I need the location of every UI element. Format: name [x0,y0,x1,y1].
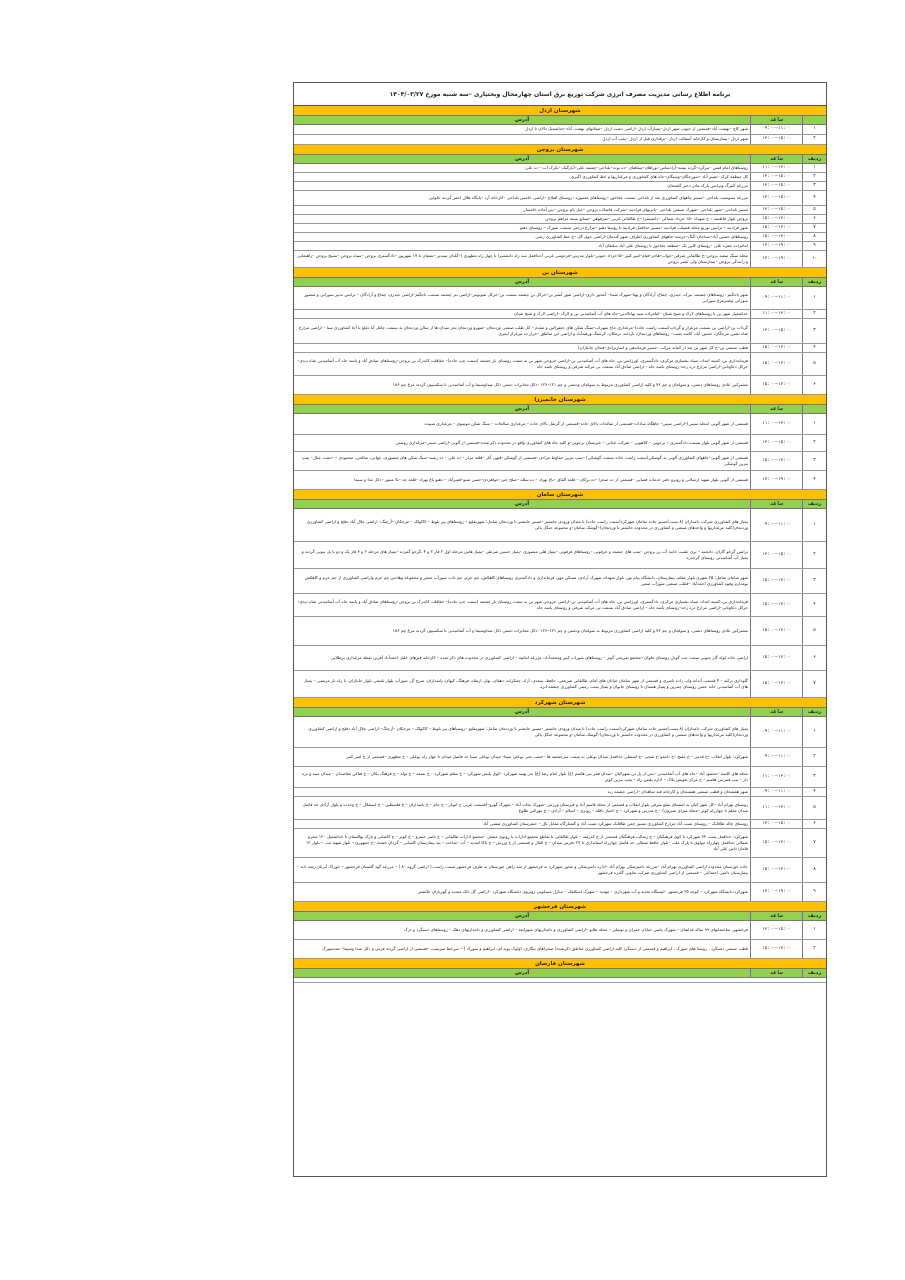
table-header [294,405,826,414]
row-address: فرماندداری بن، کمیته امداد، سپاه بشتیاری مرکزی، دادگستری، اورژانس بن، جاه های آب آشامیدنی بن–اراضی خروجی شهر بن به سمت روستای بار چشمه (سمت چپ جاده)– حقاقلت کابدرک بن بروجن–روستاهای صادق آباد و پاسه جاه آب آشامیدنی شاه دیدی–خرکل دعاونانی–اراضی مزارع دره رخه–روستای یاسه جاه – اراضی صادق آباد بسمت بی مرکبه شرقی و روستای یاسه جاه [297,357,748,369]
row-time-range: ۰۹:۰۰–۱۱:۰۰ [750,748,802,766]
row-time-range: ۱۳:۰۰–۱۵:۰۰ [750,542,802,568]
header-time: ساعت [750,708,802,716]
header-address: آدرس [514,406,530,412]
row-address: اراضی جاده لوله گاز جنوبی سمت چپ گودل روستای جلوان –مجتمع تفریحی گوتر – روستاهای شوراب کبیر ومحمدآباد، مزرعه امامیه – اراضی کشاورزی در محدوده های ذکر شده – کارخانه قیرهای خلیل احمدآباد آفرین نقطه مرغداری پرطلایی [330,654,748,660]
table-row [294,617,826,646]
table-row [294,797,826,820]
row-address: خداشمیل شهر بن تا روستاهای لارک و شیخ شبان –امامزاده سید بهاءالدین–جاه های آب آشامیدنی بن و لارک –اراضی لارک و شیخ شبان [514,310,748,316]
table-row [294,414,826,435]
row-time-range: ۱۳:۰۰–۱۵:۰۰ [750,319,802,343]
row-time-range: ۱۵:۰۰–۱۷:۰۰ [750,829,802,857]
table-row [294,471,826,490]
row-time-range: ۰۹:۰۰–۱۱:۰۰ [750,287,802,309]
outage-schedule-sheet [293,82,827,1177]
header-time: ساعت [750,116,802,124]
header-address: آدرس [514,279,530,285]
table-row [294,344,826,353]
row-address: روستاهای حسین آباد–سناجان–گنگ–جرمنه–جاههای کشاورزی اطراف شهر گندمان–اراضی جوی گل –خ خط کشاورزی رضی [535,233,748,239]
document-title: برنامه اطلاع رسانی مدیریت مصرف انرژی شرکت توزیع برق استان چهارمحال وبختیاری –سه شنبه مورخ ۱۴۰۴/۰۳/۲۷ [294,83,826,106]
table-row [294,164,826,173]
row-number: ۶ [802,215,826,223]
table-header [294,116,826,125]
header-time: ساعت [750,155,802,163]
row-address: محله های کلسه –محمود آباد –جاه های آب آشامیدنی –بس از پل بی شهرکیان –میدان قمر بنی هاشم (ع) بلوار امام رضا (ع) بدر پهنیه شهرکرد –کوی پلیس شهرکرد – خ معلم شهرکرد – خ بسمه – خ تولد – خ فرهنگ یکان – خ فتاکن معاصدان – میدان منبه و تره دار – تیپ قمربنی هاشم – خ مرکز تعویض پلاک – اداره پلیس راه – پمپ بنزین کوثر [302,770,748,782]
row-time-range: ۱۳:۰۰–۱۵:۰۰ [750,135,802,144]
header-radif: ردیف [802,912,826,920]
table-row [294,251,826,268]
row-number: ۲ [802,542,826,568]
row-address: پمپاژ های کشاورزی شرکت دامداران (۸ پست)مسیر جاده سامان شهرکرد(سمت راست جاده) تا میدان ورودی جانشتر –مسیر جانشتر تا وردنجان شامل: شهرتقلبع –روستاهای پیر بلوط – کاکولک – مرجکان –آرچنگ– اراضی چلال آباد دفلج و اراضی کشاورزی وردنجان(کلیه مرغداریها و واحدهای صنعتی و کشاورزی در محدوده جانشتر تا وردنجان)–گوشک سامان–و مجموعه جنگل پالی [308,725,748,737]
header-radif: ردیف [802,155,826,163]
sections-container [294,106,826,983]
row-time-range: ۱۵:۰۰–۱۷:۰۰ [750,233,802,241]
table-row [294,829,826,858]
table-row [294,788,826,797]
row-number: ۵ [802,353,826,375]
row-address: شهر هفشجان و قطب صنعتی هفشجان و کارخانه فند شاهدان –اراضی چشمه زنه [607,788,748,794]
row-time-range: ۱۵:۰۰–۱۷:۰۰ [750,215,802,223]
row-address: روستای چاله طاقانک – روستای شیب آباد مزارع کشاورزی مسیر چمن طاقانک شهرکرد شیب آباد و گشتارگاه مقابل بال – خشرستان کشاورزی ششی آباد [482,820,748,826]
header-radif: ردیف [802,708,826,716]
header-address: آدرس [514,156,530,162]
row-address: قسمتی از آلونی بلوار شهید ارسلانی و روبرو دفتر خدمات قضایی –قسمتی از ده صحرا –ده برکان – قلعه القاق –باغ بهزاد – ده سلله –صلح چنن–جواهردی–حسن منتو–قمبرآباد – دهنو باغ بهزاد –قلعه چه –بلا منتور –دکل مذا و سیما [354,476,748,482]
row-time-range: ۱۵:۰۰–۱۷:۰۰ [750,617,802,645]
empty-row [294,978,826,983]
row-number: ۲ [802,135,826,144]
row-time-range: ۱۵:۰۰–۱۷:۰۰ [750,452,802,470]
row-time-range: ۱۳:۰۰–۱۵:۰۰ [750,435,802,451]
table-row [294,820,826,829]
header-time: ساعت [750,969,802,977]
row-number: ۳ [802,319,826,343]
row-address: شهر فرادنبه – ترانس توزیع محله فضیلت فرادنبه –مسیر حداقمل فرادنبه تا روستا دهنو –مزارع درختی بسمت سورک – روستای دهنو [520,224,748,230]
row-time-range: ۱۵:۰۰–۱۷:۰۰ [750,344,802,352]
row-number: ۶ [802,376,826,394]
row-address: مزرعه بسوسیت بلداجی –مسیر چاههای کشاورزی بعد از بلداجی بسمت چغاخور –روستاهای معموره –روستای افیلاج –اراضی خامس بلداجی –کارخانه آرد –پایگاه هلال احمر گردنه حلوایی [428,194,748,200]
row-time-range: ۱۳:۰۰–۱۵:۰۰ [750,921,802,939]
city-section-title: شهرستان بروجن [294,145,826,155]
row-time-range: ۱۷:۰۰–۱۹:۰۰ [750,471,802,489]
row-time-range: ۱۳:۰۰–۱۵:۰۰ [750,206,802,214]
row-address: کل منطقه کرک –نصیر آباد –سورچگان–وستگان–جاه های کشاورزی و مرغداریها و خط کشاورزی اگیری [570,173,748,179]
city-section-title: شهرستان فرخشهر [294,902,826,912]
row-number: ۸ [802,858,826,882]
row-address: ترانس گرجو گاران، دانجنیه – بری عقبت جانبه آب بن بروجن –پمپ های چشمه و خرقونی –روستاهای فرقونی –پمپاژ هلی منصوری –پمپاژ حسین شرطی –پمپاژ هاس مرحله اول ۲ فاز ۲ و ۴ ،گرجو گمرده –پمپاژ های مرحله ۲ و ۳ فاز یک و دو تا پل بتونی گردنه و پمپاژ آب آشامیدنی روستای گرجدره [301,548,748,560]
row-number: ۶ [802,646,826,670]
row-number: ۷ [802,224,826,232]
table-row [294,594,826,617]
row-time-range: ۱۵:۰۰–۱۷:۰۰ [750,858,802,882]
row-number: ۷ [802,829,826,857]
table-row [294,452,826,471]
row-number: ۱ [802,921,826,939]
row-number: ۵ [802,797,826,819]
table-row [294,224,826,233]
table-row [294,215,826,224]
table-header [294,708,826,717]
row-number: ۴ [802,191,826,205]
row-address: شهر باجگیم –روستاهای چشمه، نیرک، حیدری، چماغ، آزادگان و پهنا–شهرک شیدا– آمحوز داری–اراضی شور آتمبر بن–خرکل بن چشمه بسمت بن–خرکل شوتونیر–اراضی بنز چشمه بسمت باجگیم–اراضی حیدری، چماغ و آزادگان – ترانس تدبیر سورانی و منصور سورانی وشترمرغ سورانی [304,291,748,303]
row-number: ۱ [802,717,826,747]
row-number: ۲ [802,173,826,181]
city-section-title: شهرستان بن [294,268,826,278]
row-address: قطب صنعتی دسنگرد ، روستا های سورک ، ابراهیم و قسمتی از دسنگرد کلیه اراضی کشاورزی مناطق ذکرشده( صحراهای ینگاری، اولوک پونه ای، ابراهیم و سورک ) – سرخط سرسبت –قسمتی از اراضی گردنه فرس و دکل صدا وسیما– معدسورک [322,945,748,951]
row-address: شهرکرد:دانشگاه شهرکرد – کوچه ۲۵ فرخشهر –ایستگاه تغذیه و آب شهرداری – مهدیه – شهرک اسکلفک – منازل مسکونی روبروی دانشگاه شهرکرد –اراضی گل دلک معدیه و گهربازان چالشتر [418,888,748,894]
row-address: روستای بهرام آباد –کل شهر کیان به استثنای ضلع شرقی بلوار انقلاب و قسمتی از محله قاسم آباد و قبرستان ورزش –شهرک نجات آباد – شهرک گهرو–(قسمت غربی خ اتوبار – خ جام – خ پاسداران – خ فلسطین – خ استقلال – خ وحدت و بلوار آزادی حد فاصل میدان معلم تا چهارراه کوثر –محله سرای شیرون) – خ مدرس و شهرکرد – خ اختیار تاقله – روبری – اسلام – آزادی – خ مهرکنن طلوع [302,801,748,813]
table-row [294,191,826,206]
row-time-range: ۱۵:۰۰–۱۷:۰۰ [750,646,802,670]
header-address: آدرس [514,709,530,715]
row-number: ۳ [802,452,826,470]
row-number: ۴ [802,788,826,796]
row-address: محله سنگ سفید بروجن–خ طالقانی شرقی–جواب–هاجر–قیام–امیر کبیر –۱۵خرداد جنوبی–بلوار مدرس–فردوسی غربی (حداقمل سه راه دانشسرا تا چهار راه مطهری )–گلدان سیدیر –شعبان تا ۱۷ شهریور –دادگستری بروجن –سپاه بروجن –بسیج بروجن –راهنمایی و رانندگی بروجن –بیمارستان ولی عصر بروجن [297,252,748,264]
row-number: ۴ [802,344,826,352]
row-number: ۱ [802,287,826,309]
row-time-range: ۱۵:۰۰–۱۷:۰۰ [750,376,802,394]
row-time-range: ۱۳:۰۰–۱۵:۰۰ [750,182,802,190]
header-address: آدرس [514,970,530,976]
table-row [294,125,826,135]
header-time: ساعت [750,278,802,286]
city-section-title: شهرستان فارسان [294,959,826,969]
row-number: ۳ [802,182,826,190]
row-number: ۷ [802,671,826,697]
table-row [294,242,826,251]
table-header [294,155,826,164]
row-time-range: ۱۵:۰۰–۱۷:۰۰ [750,671,802,697]
row-address: قسمتی از شهر آلونی بلوار بسمت دادگستری – برجویی – کلاهویی – شرکت غذایی – خبرستان برجویی–و کلیه جاه های کشاورزی واقع در محدوده ذکر شده–قسمتی از آلونی–اراضی سینی–مرغداری روشنی [395,439,748,445]
row-time-range: ۱۳:۰۰–۱۵:۰۰ [750,173,802,181]
city-section-title: شهرستان سامان [294,490,826,500]
header-address: آدرس [514,501,530,507]
row-number: ۲ [802,940,826,958]
row-number: ۴ [802,471,826,489]
header-radif: ردیف [802,500,826,508]
header-radif [802,405,826,413]
city-section-title: شهرستان خانمیرزا [294,395,826,405]
row-address: فرخشهر، ساختمانهای ۹۹ ساله فداشان – شهرک پامنی خیابان جمران و توسلی – محله طابو –اراضی کشاورزی و دامداریهای شهرابعه – اراضی کشاورزی و دامداریهای دهک – روستاهای دسنگرد و دزک [404,926,748,932]
table-row [294,376,826,395]
row-address: پمپاژ های کشاورزی شرکت دامداران (۸ پست)مسیر جاده سامان شهرکرد(سمت راست جاده) تا میدان ورودی جانشتر –مسیر جانشتر تا وردنجان شامل: شهرتقلبع – روستاهای پیر بلوط – کاکولک – مرجکان –آرچنگ– اراضی چلال آباد دفلج و اراضی کشاورزی وردنجان(کلیه مرغداریها و واحدهای صنعتی و کشاورزی در محدوده جانشتر تا وردنجان)–گوشک سامان–و مجموعه جنگل پالی [306,518,748,530]
table-header [294,912,826,921]
row-address: قسمتی از شهر آلونی (محله سینی)–اراضی سینی– جاهگاه سادات–قسمتی از صالحات بالای جاده–قسمتی از گزنقل بالای جاده – مرغداری صالحات – سنگ شکن موسوی – مرغداری سپیده [424,420,748,426]
table-row [294,940,826,959]
header-address: آدرس [514,913,530,919]
table-row [294,748,826,767]
row-address: مشترکین عادی روستاهای دشتی، و سولجان و چم ۷۶ و کلیه اراضی کشاورزی مربوط به سولجان ودشتی و چم ۱۲۱–۱۲۶ –دکل مخابرات دشتی دکل صداوسیما و آب آشامیدنی تا سکسیون گردنه مرغ چم ۱۸۶ [392,381,748,387]
row-address: جاده خوزستان محدوده اراضی کشاورزی بهرام آباد –مزرعه دامپزشکی بهرام آباد –اداره دامپزشکی و محور شهرکرد به فرخشهر از سه راهی خوزستان به طرف فرخشهر سمت راست ( اراضی گروه ۸۰ ) – مزرعه گود گلستان فرخشهر – خوراک آبزیان رشد دانه – بیمارستان دامپی اجتماعی – قسمتی از اراضی کشاورزی شرکت تعاونی گلدره فرخشهر [296,863,748,875]
table-row [294,569,826,594]
row-number: ۵ [802,206,826,214]
row-time-range: ۰۹:۰۰–۱۱:۰۰ [750,125,802,134]
header-radif: ردیف [802,278,826,286]
table-row [294,921,826,940]
table-row [294,233,826,242]
header-time: ساعت [750,500,802,508]
row-time-range: ۱۱:۰۰–۱۳:۰۰ [750,797,802,819]
table-row [294,310,826,319]
row-number: ۱ [802,164,826,172]
row-time-range: ۱۵:۰۰–۱۷:۰۰ [750,224,802,232]
table-row [294,717,826,748]
row-address: شهرکرد: حداقمل پست ۶۳ شهرکرد تا کوی فرهنگیان – خ رسالت فرهنگیان قسمتی از خ کذرمنه – بلوار طالقانی تا تقاطع مجتمع ادارات با رونوی مصلی –مجتمع ادارات طالقانی – خ ناصر خسرو – خ کوثر – خ کاشانی و پارک نهالستان تا خداشمیل ۱۲۰ محرم شمالی حداقمل چهارراه مولوی تا پارک ملت –بلوار حافظ شمالی حد فاصل چهارراه استانداری تا ۲۲ دقرش میدان – خ اقبال و قسمتی از خ ورزش – خ تاکا ابعدید – آب –ساحت – ببه بیمارستان کاشانی – گردان جشنه –خ جمهوری – بلوار شهید ثبت – بلوار ۱۲ قامان داش علی آباد [305,833,748,852]
row-time-range: ۱۵:۰۰–۱۷:۰۰ [750,353,802,375]
table-row [294,135,826,145]
table-row [294,858,826,883]
header-radif [802,116,826,124]
row-time-range: ۱۷:۰۰–۱۹:۰۰ [750,251,802,267]
table-row [294,646,826,671]
row-number: ۴ [802,594,826,616]
header-radif: ردیف [802,969,826,977]
table-row [294,353,826,376]
row-address: امامزاده حمزه علی –روستای کلین بک –منطقه چغاخور تا روستای علی آباد سلطان آباد [598,242,748,248]
row-number: ۱۰ [802,251,826,267]
table-row [294,173,826,182]
table-row [294,182,826,191]
table-row [294,287,826,310]
row-address: بروجن بلوار فاطمیه – خ شهداء –۱۵ خرداد شمالی –دانشسرا –خ طالقانی غربی –شرقوهن –صنایع بسته مزاهم بروجن [545,215,748,221]
row-number: ۲ [802,435,826,451]
row-address: قطب صنعتی بن–خ کل شهر بن بعد از کمانه مرکب –مسیر فرماندهی و اسارترادی–قبذان جانبازان) [577,344,748,350]
table-row [294,883,826,902]
row-address: شهر اردل –بیمارستان و کارخانه آسفالت اردل –برقداری فیل از اردل –پمپ آب اردل [602,136,748,142]
header-time: ساعت [750,405,802,413]
row-number: ۱ [802,125,826,134]
row-time-range: ۱۵:۰۰–۱۷:۰۰ [750,940,802,958]
row-address: شهرکرد: بلوار انقلاب –خ قدس – خ مفتح –خ دامغو–خ شجی –خ استقلی حداقمل میدان بوعلی به سمت سرچشمه ها –حتمت متی بوعلی سینا– میدان بوعلی سینا حد فاصل میدان تا چهار راه بوعلی – خ مطهری –قسمتی از خ امیر کبیر [346,753,748,759]
row-time-range: ۱۱:۰۰–۱۳:۰۰ [750,767,802,787]
row-time-range: ۰۹:۰۰–۱۱:۰۰ [750,717,802,747]
row-number: ۳ [802,767,826,787]
row-address: شهر سامان شامل: ۲۵ شهری بلوار معلم، بیمارستان، دانشگاه پیام نور، بلوار شهداء، شهرک آزادی، مسکن مهر، فرمانداری و دادگستری روستاهای کاهکش، چم خرم، چم تاب، شورآب صغیر و مجموعه وهادس چم خرم واراضی کشاورزی از چم خرم و کاهکش نومدارم وقوه کشاورزی احمدآباد –قطب صنعتی شورآب صغیر [304,574,748,586]
table-row [294,435,826,452]
row-time-range: ۱۱:۰۰–۱۳:۰۰ [750,414,802,434]
table-header [294,278,826,287]
row-number: ۱ [802,414,826,434]
row-number: ۵ [802,617,826,645]
row-number: ۲ [802,748,826,766]
row-time-range: ۱۳:۰۰–۱۵:۰۰ [750,820,802,828]
row-time-range: ۱۵:۰۰–۱۷:۰۰ [750,594,802,616]
table-row [294,509,826,542]
row-number: ۹ [802,883,826,901]
row-number: ۶ [802,820,826,828]
row-time-range: ۱۳:۰۰–۱۵:۰۰ [750,191,802,205]
row-address: قسمتی از شهر آلونی–چاههای کشاورزی آلونی به گوشکی(سمت راست جاده بسمت گوشکی) –پمپ بنزین حقاوط مرادی –قسمتی از گوشکی–قبهی آتار –قلعه مزار – ده علی – ده رشید–سنگ شکن های منصوری، چهانی، صالحی، محمودی – –دشت چنال– پمپ بنزین گوشکی [301,454,748,466]
row-number: ۹ [802,242,826,250]
row-time-range: ۱۷:۰۰–۱۹:۰۰ [750,242,802,250]
row-address: شهر کاج –بهشت آباد–قسمتی از جنوب شهر اردل–پمپاژآب اردل–اراضی دشت اردل –شیلاتهای بهشت آباد–خداشمیل دالان تا اردل [525,126,748,132]
table-row [294,767,826,788]
table-row [294,319,826,344]
row-address: مشترکین عادی روستاهای دشتی، و سولجان و چم ۷۶ و کلیه اراضی کشاورزی مربوط به سولجان ودشتی و چم ۱۲۱–۱۲۶ –دکل مخابرات دشتی دکل صداوسیما و آب آشامیدنی تا سکسیون گردنه مرغ چم ۱۸۶ [392,627,748,633]
table-row [294,206,826,215]
header-time: ساعت [750,912,802,920]
row-number: ۱ [802,509,826,541]
row-number: ۳ [802,569,826,593]
row-time-range: ۱۱:۰۰–۱۳:۰۰ [750,310,802,318]
city-section-title: شهرستان اردل [294,106,826,116]
row-address: گرداب بن–اراضی بن بسمت مرغزار و گرداب(سمت راست جاده)–مرغداری حاج سهراب–سنگ شکن های جعفرالین و مقدم – کل طلب صنعتی وردنجان –شهرو وردنجان بجز میدان ها از سالن وردنجان به بسمت چاغل آبا دغلغ تا آجا کشاورزی سنا – اراضی مزارع شاه نشین مرچگان، حسین آباد، کاسه پشت– روستاهای وردنجان، یاردانه، ترمکان، کرسنگ ورهیدآباد و اراضی این مناطق –خرار ده مرغزار ایمری [298,324,748,336]
row-address: مسیر بلداجی –شهر بلداجی –شهرک صنعتی بلداجی –پاترنهای فرادنبه –شرکت فاضلاب بروجن –خیل بام بروجن –بنن آماده خامسار [523,206,748,212]
row-time-range: ۰۹:۰۰–۱۱:۰۰ [750,788,802,796]
city-section-title: شهرستان شهرکرد [294,698,826,708]
table-header [294,969,826,978]
header-address: آدرس [514,117,530,123]
table-row [294,671,826,698]
table-row [294,542,826,569]
table-header [294,500,826,509]
row-time-range: ۱۷:۰۰–۱۹:۰۰ [750,883,802,901]
row-address: روستاهای امام قیس –بیرگرد–گرده بیشه–آرادشاس–نوراهان–سیاهتان –ده نوت–بلداجی–چشمه علی–آبارگیک –تکرک آب – ده علی [525,164,748,170]
row-address: مزرعه گمرگ وترانس پارک مادر دختر گشتجان [667,182,748,188]
row-time-range: ۱۱:۰۰–۱۳:۰۰ [750,164,802,172]
row-address: فرماندداری بن، کمیته امداد، سپاه بشتیاری مرکزی، دادگستری، اورژانس بن، جاه های آب آشامیدنی بن–اراضی خروجی شهر بن به سمت روستای بار چشمه (سمت چپ جاده)– حقاقلت کابدرک بن بروجن–روستاهای صادق آباد و پاسه جاه آب آشامیدنی شاه دیدی–خرکل دعاونانی–اراضی مزارع دره رخه–روستای یاسه جاه – اراضی صادق آباد بسمت بی مرکبه شرقی و روستای یاسه جاه [297,598,748,610]
row-address: گلوداری ترکیه – ۴ قسمت آبدانه واب زاده ناصری و قسمتی از شهر سامان خیابان های امام، طالقانی شریعتی، حافظ، سعدی، آزاد، چمکرانه، دهقان، بهار، ارشاد، فرهنگ، کیهان، پاسداران، سرچ آل، شورآب بلوار بلتیمر، بلوار جانبازان، تا راه بار مرتضی – پمپاژ های آب آشامیدنی خانه حسن روستای چمزین و پمپاژ هستان تا روستای جانوان و پمپاژ پست زمینی کشاورزی چشمه ابره [303,677,748,689]
row-time-range: ۰۹:۰۰–۱۱:۰۰ [750,509,802,541]
row-time-range: ۱۵:۰۰–۱۷:۰۰ [750,569,802,593]
row-number: ۸ [802,233,826,241]
row-number: ۲ [802,310,826,318]
